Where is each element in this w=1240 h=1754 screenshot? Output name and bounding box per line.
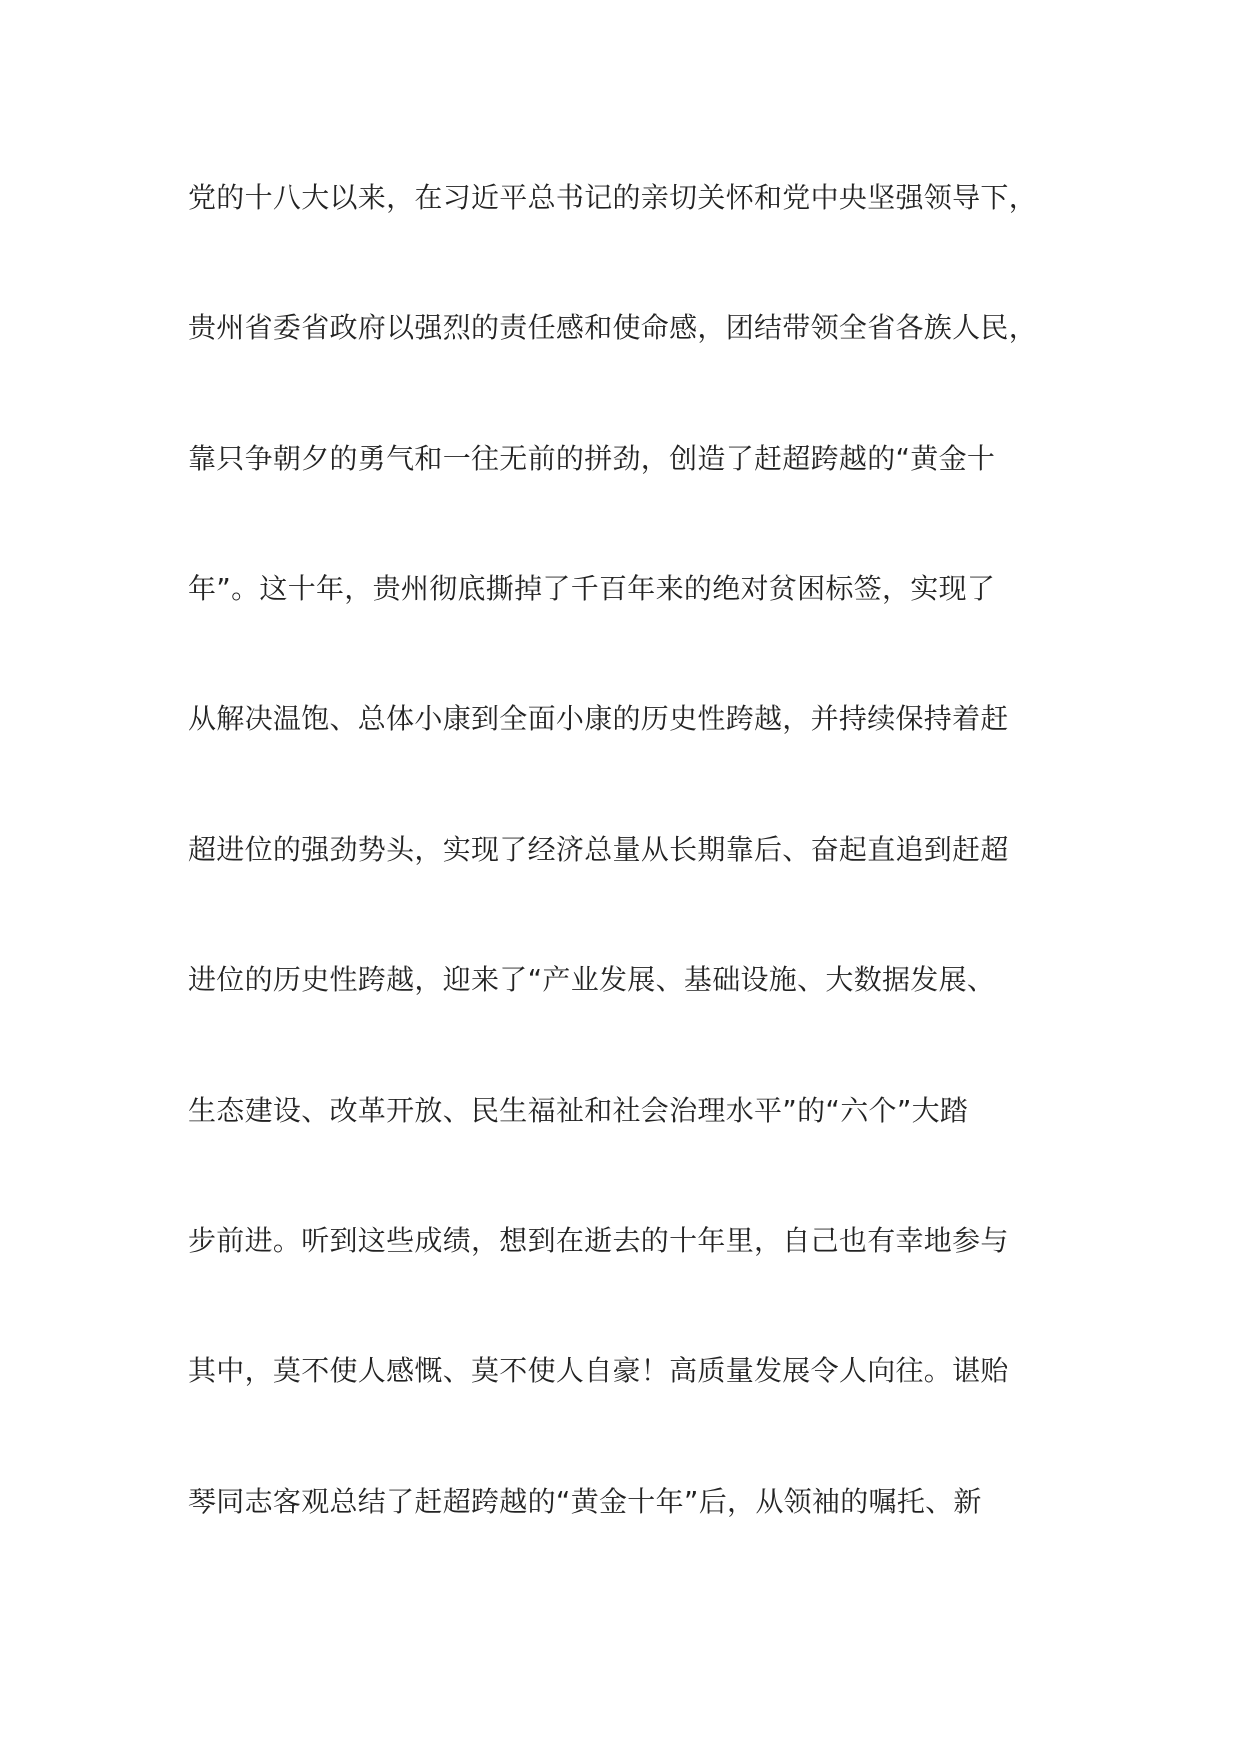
paragraph-line: 超进位的强劲势头，实现了经济总量从长期靠后、奋起直追到赶超 xyxy=(188,833,1009,866)
paragraph-line: 其中，莫不使人感慨、莫不使人自豪！高质量发展令人向往。谌贻 xyxy=(188,1354,1009,1387)
paragraph-line: 琴同志客观总结了赶超跨越的“黄金十年”后，从领袖的嘱托、新 xyxy=(188,1485,982,1518)
paragraph-line: 生态建设、改革开放、民生福祉和社会治理水平”的“六个”大踏 xyxy=(188,1094,969,1127)
paragraph-line: 靠只争朝夕的勇气和一往无前的拼劲，创造了赶超跨越的“黄金十 xyxy=(188,442,996,475)
paragraph-line: 步前进。听到这些成绩，想到在逝去的十年里，自己也有幸地参与 xyxy=(188,1224,1009,1257)
paragraph-line: 党的十八大以来，在习近平总书记的亲切关怀和党中央坚强领导下， xyxy=(188,181,1038,214)
paragraph-line: 进位的历史性跨越，迎来了“产业发展、基础设施、大数据发展、 xyxy=(188,963,996,996)
paragraph-line: 贵州省委省政府以强烈的责任感和使命感，团结带领全省各族人民， xyxy=(188,311,1038,344)
paragraph-line: 从解决温饱、总体小康到全面小康的历史性跨越，并持续保持着赶 xyxy=(188,702,1009,735)
paragraph-line: 年”。这十年，贵州彻底撕掉了千百年来的绝对贫困标签，实现了 xyxy=(188,572,996,605)
